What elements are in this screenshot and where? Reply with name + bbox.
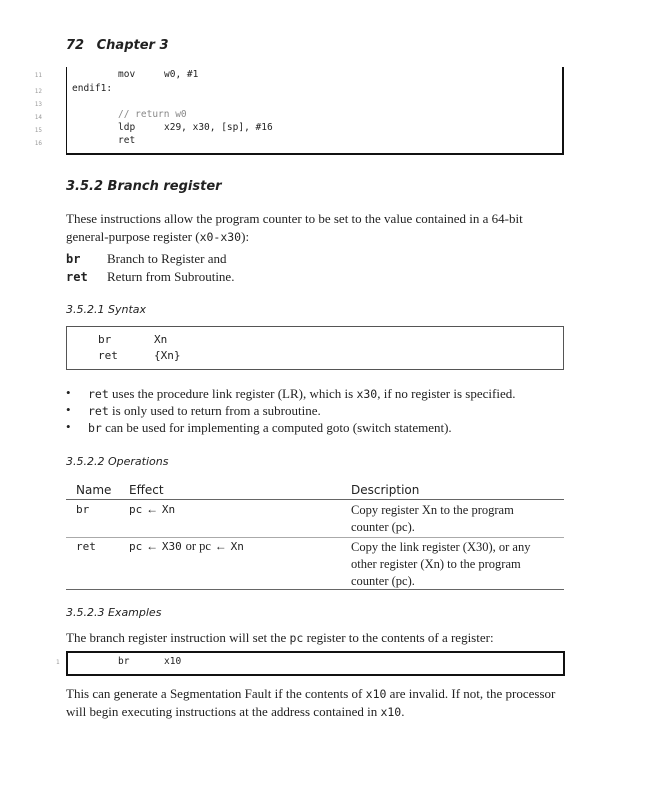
left-arrow-icon: ← <box>146 539 159 553</box>
operations-title: 3.5.2.2 Operations <box>66 455 169 468</box>
left-arrow-icon: ← <box>214 539 227 553</box>
section-title: 3.5.2 Branch register <box>66 179 222 194</box>
code-label: endif1: <box>72 83 113 94</box>
line-number: 11 <box>34 72 42 79</box>
table-cell-name: ret <box>76 540 96 553</box>
table-header-description: Description <box>351 483 420 497</box>
examples-title: 3.5.2.3 Examples <box>66 606 162 619</box>
line-number: 16 <box>34 140 42 147</box>
code-comment: // return w0 <box>118 109 187 120</box>
syntax-arg: Xn <box>154 333 168 346</box>
definition-term: ret <box>66 270 88 284</box>
syntax-instr: ret <box>98 349 118 362</box>
intro-line-2: general-purpose register (x0-x30): <box>66 229 250 244</box>
table-cell-description: Copy the link register (X30), or any other register (Xn) to the program counter (pc). <box>351 540 531 588</box>
line-number: 13 <box>34 101 42 108</box>
examples-after: This can generate a Segmentation Fault if the contents of x10 are invalid. If not, the processor will begin executing instructions at the address contained in x10. <box>66 686 556 719</box>
bullet-dot: • <box>66 402 71 417</box>
syntax-arg: {Xn} <box>154 349 181 362</box>
bullet-item: • br can be used for implementing a computed goto (switch statement). <box>66 419 452 435</box>
code-operands: x29, x30, [sp], #16 <box>164 122 273 133</box>
section-intro <box>66 210 566 246</box>
chapter-title: Chapter 3 <box>96 38 169 53</box>
code-instruction: br <box>118 656 130 667</box>
table-cell-description: Copy register Xn to the program counter (pc). <box>351 503 514 534</box>
code-instruction: mov <box>118 69 136 80</box>
table-rule <box>66 499 564 500</box>
code-instruction: ldp <box>118 122 136 133</box>
table-header-name: Name <box>76 483 112 497</box>
inline-code: x0-x30 <box>199 230 242 244</box>
examples-intro: The branch register instruction will set the pc register to the contents of a register: <box>66 630 494 645</box>
left-arrow-icon: ← <box>146 502 159 516</box>
running-header <box>66 38 169 53</box>
syntax-instr: br <box>98 333 112 346</box>
line-number: 14 <box>34 114 42 121</box>
table-rule <box>66 589 564 590</box>
bullet-item: • ret is only used to return from a subroutine. <box>66 402 321 418</box>
table-cell-name: br <box>76 503 90 516</box>
definition-desc: Branch to Register and <box>107 251 227 266</box>
code-block-example <box>66 651 565 676</box>
line-number: 15 <box>34 127 42 134</box>
code-operands: x10 <box>164 656 182 667</box>
table-cell-effect: pc ← X30 or pc ← Xn <box>129 539 244 553</box>
table-rule <box>66 537 564 538</box>
page-number: 72 <box>66 38 85 53</box>
syntax-title: 3.5.2.1 Syntax <box>66 303 147 316</box>
code-instruction: ret <box>118 135 136 146</box>
table-cell-effect: pc ← Xn <box>129 502 176 516</box>
code-operands: w0, #1 <box>164 69 199 80</box>
bullet-dot: • <box>66 419 71 434</box>
bullet-item: • ret uses the procedure link register (LR), which is x30, if no register is specified. <box>66 385 516 401</box>
intro-line-1: These instructions allow the program counter to be set to the value contained in a 64-bit <box>66 211 523 226</box>
line-number: 1 <box>56 659 60 666</box>
syntax-box <box>66 326 564 370</box>
definition-term: br <box>66 252 81 266</box>
bullet-dot: • <box>66 385 71 400</box>
table-header-effect: Effect <box>129 483 164 497</box>
definition-desc: Return from Subroutine. <box>107 269 235 284</box>
line-number: 12 <box>34 88 42 95</box>
